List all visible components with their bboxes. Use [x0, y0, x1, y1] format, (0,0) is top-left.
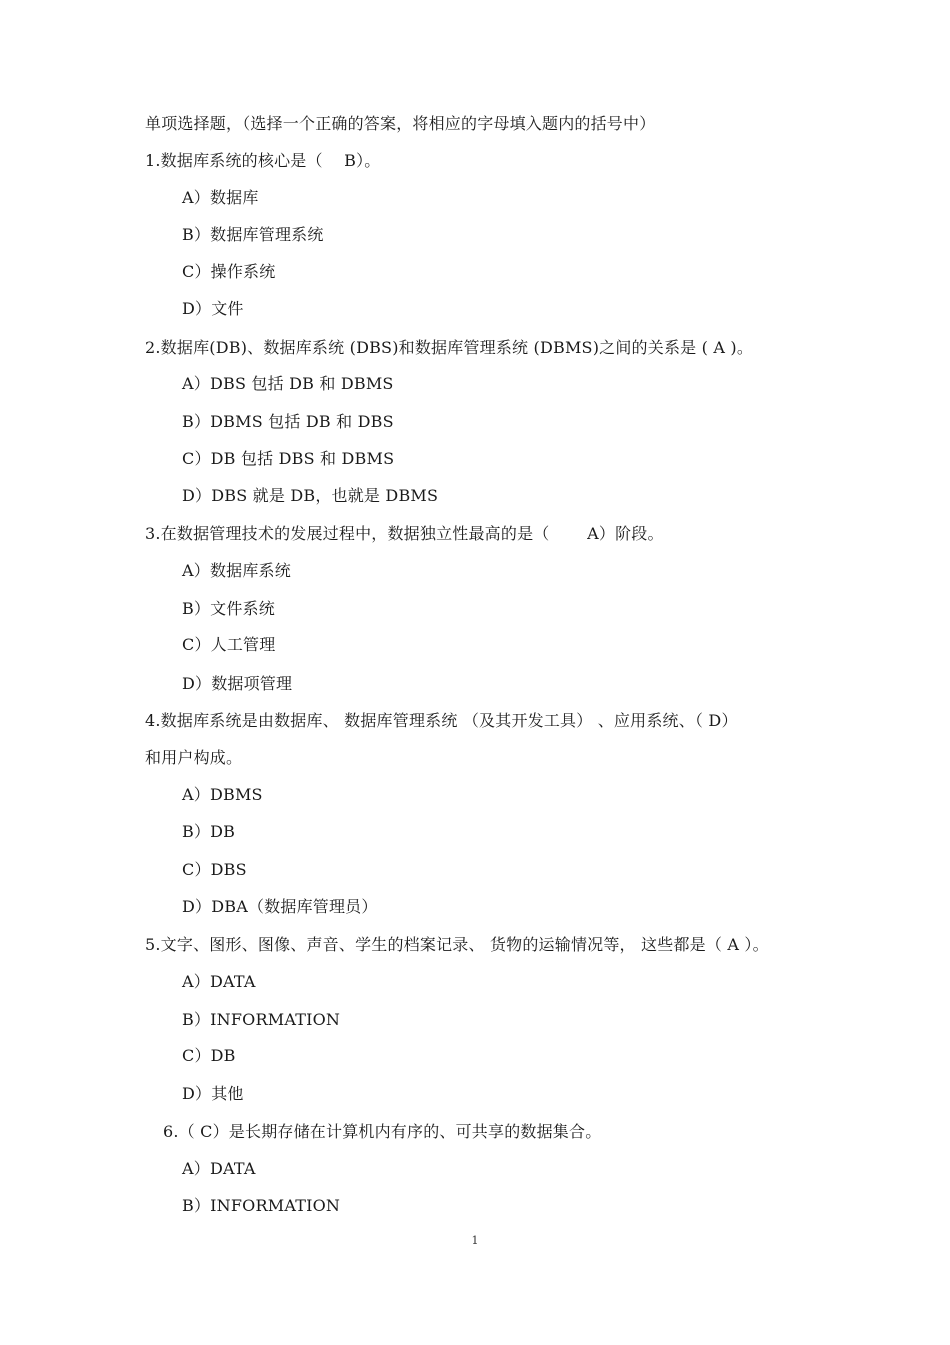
question-4-stem: 4.数据库系统是由数据库、 数据库管理系统 （及其开发工具） 、应用系统、（ D） [145, 711, 738, 730]
question-6-option-b: B）INFORMATION [182, 1196, 341, 1215]
question-3-option-c: C）人工管理 [182, 635, 276, 654]
question-1-stem: 1.数据库系统的核心是（ B）。 [145, 151, 381, 170]
question-2-option-b: B）DBMS 包括 DB 和 DBS [182, 412, 394, 431]
question-2-option-c: C）DB 包括 DBS 和 DBMS [182, 449, 395, 468]
question-3-option-a: A）数据库系统 [182, 561, 291, 580]
question-4-option-c: C）DBS [182, 860, 247, 879]
question-5-option-c: C）DB [182, 1046, 236, 1065]
question-4-option-b: B）DB [182, 822, 236, 841]
section-heading: 单项选择题，（选择一个正确的答案，将相应的字母填入题内的括号中） [145, 114, 656, 133]
question-1-option-a: A）数据库 [182, 188, 259, 207]
page-number: 1 [471, 1234, 479, 1247]
question-2-option-a: A）DBS 包括 DB 和 DBMS [182, 374, 394, 393]
question-6-option-a: A）DATA [182, 1159, 256, 1178]
question-6-stem: 6.（ C）是长期存储在计算机内有序的、可共享的数据集合。 [163, 1122, 602, 1141]
question-1-option-b: B）数据库管理系统 [182, 225, 324, 244]
question-3-option-b: B）文件系统 [182, 599, 275, 618]
question-5-option-b: B）INFORMATION [182, 1010, 341, 1029]
question-3-stem: 3.在数据管理技术的发展过程中，数据独立性最高的是（ A）阶段。 [145, 524, 664, 543]
question-3-option-d: D）数据项管理 [182, 674, 293, 693]
question-5-stem: 5.文字、图形、图像、声音、学生的档案记录、 货物的运输情况等， 这些都是（ A ）。 [145, 935, 769, 954]
question-2-option-d: D）DBS 就是 DB，也就是 DBMS [182, 486, 439, 505]
question-4-stem-continued: 和用户构成。 [145, 748, 243, 767]
question-1-option-c: C）操作系统 [182, 262, 276, 281]
question-4-option-d: D）DBA（数据库管理员） [182, 897, 378, 916]
question-4-option-a: A）DBMS [182, 785, 263, 804]
question-5-option-d: D）其他 [182, 1084, 244, 1103]
question-2-stem: 2.数据库(DB)、数据库系统 (DBS)和数据库管理系统 (DBMS)之间的关系是 ( A )。 [145, 338, 754, 357]
question-5-option-a: A）DATA [182, 972, 256, 991]
question-1-option-d: D）文件 [182, 299, 244, 318]
